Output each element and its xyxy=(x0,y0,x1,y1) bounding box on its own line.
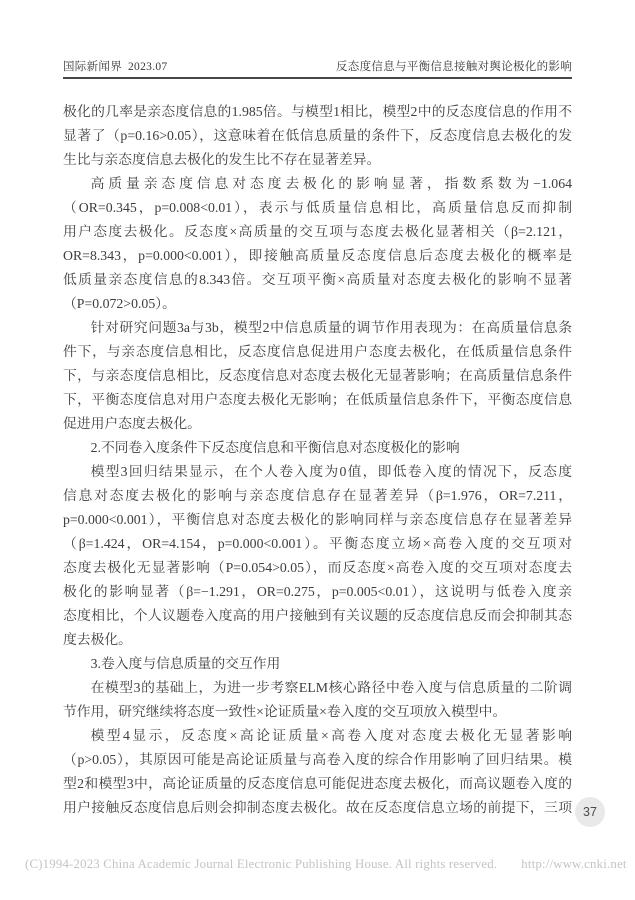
body-line: 高质量亲态度信息对态度去极化的影响显著，指数系数为−1.064 xyxy=(90,176,572,191)
body-line: 模型4显示，反态度×高论证质量×高卷入度对态度去极化无显著影响 xyxy=(90,728,572,743)
body-line: OR=8.343，p=0.000<0.001），即接触高质量反态度信息后态度去极化的概率是 xyxy=(63,248,572,263)
body-line: 态度去极化无显著影响（P=0.054>0.05），而反态度×高卷入度的交互项对态度去 xyxy=(63,560,572,575)
header-rule xyxy=(63,77,572,79)
heading xyxy=(63,652,572,676)
body-line: 在模型3的基础上，为进一步考察ELM核心路径中卷入度与信息质量的二阶调 xyxy=(90,680,572,695)
heading xyxy=(63,436,572,460)
body-line: 用户态度去极化。反态度×高质量的交互项与态度去极化显著相关（β=2.121， xyxy=(63,224,572,239)
body-line: （p>0.05），其原因可能是高论证质量与高卷入度的综合作用影响了回归结果。模 xyxy=(63,752,572,767)
article-body xyxy=(63,100,572,820)
body-line: 节作用，研究继续将态度一致性×论证质量×卷入度的交互项放入模型中。 xyxy=(63,704,507,719)
body-line: （OR=0.345，p=0.008<0.01），表示与低质量信息相比，高质量信息反而抑制 xyxy=(63,200,572,215)
body-line: （β=1.424，OR=4.154，p=0.000<0.001）。平衡态度立场×高卷入度的交互项对 xyxy=(63,536,572,551)
body-line: 型2和模型3中，高论证质量的反态度信息可能促进态度去极化，而高议题卷入度的 xyxy=(63,776,572,791)
paragraph xyxy=(63,676,572,724)
page-number-badge xyxy=(575,797,605,827)
body-line: 极化的影响显著（β=−1.291，OR=0.275，p=0.005<0.01），这说明与低卷入度亲 xyxy=(63,584,572,599)
paragraph xyxy=(63,172,572,316)
copyright-watermark xyxy=(25,857,635,872)
body-line: 用户接触反态度信息后则会抑制态度去极化。故在反态度信息立场的前提下，三项 xyxy=(63,800,572,815)
running-title: 反态度信息与平衡信息接触对舆论极化的影响 xyxy=(336,61,572,73)
page-number: 37 xyxy=(583,805,597,819)
body-line: 极化的几率是亲态度信息的1.985倍。与模型1相比，模型2中的反态度信息的作用不 xyxy=(63,104,572,119)
journal-issue xyxy=(63,58,173,74)
paragraph xyxy=(63,460,572,652)
body-line: （P=0.072>0.05）。 xyxy=(63,296,176,311)
page-header xyxy=(63,58,572,74)
body-line: 针对研究问题3a与3b，模型2中信息质量的调节作用表现为：在高质量信息条 xyxy=(90,320,572,335)
body-line: p=0.000<0.001），平衡信息对态度去极化的影响同样与亲态度信息存在显著差异 xyxy=(63,512,572,527)
paragraph xyxy=(63,316,572,436)
body-line: 促进用户态度去极化。 xyxy=(63,416,201,431)
paragraph-continuation xyxy=(63,100,572,172)
paragraph xyxy=(63,724,572,820)
copyright-text: (C)1994-2023 China Academic Journal Electronic Publishing House. All rights reserved. xyxy=(25,857,498,871)
journal-name: 国际新闻界 xyxy=(63,61,122,73)
body-line: 态度相比，个人议题卷入度高的用户接触到有关议题的反态度信息反而会抑制其态 xyxy=(63,608,572,623)
body-line: 模型3回归结果显示，在个人卷入度为0值，即低卷入度的情况下，反态度 xyxy=(90,464,572,479)
body-line: 下，平衡态度信息对用户态度去极化无影响；在低质量信息条件下，平衡态度信息 xyxy=(63,392,572,407)
watermark-url: http://www.cnki.net xyxy=(521,857,627,871)
body-line: 生比与亲态度信息去极化的发生比不存在显著差异。 xyxy=(63,152,381,167)
body-line: 2.不同卷入度条件下反态度信息和平衡信息对态度极化的影响 xyxy=(90,440,460,455)
body-line: 显著了（p=0.16>0.05），这意味着在低信息质量的条件下，反态度信息去极化的发 xyxy=(63,128,572,143)
body-line: 度去极化。 xyxy=(63,632,132,647)
body-line: 低质量亲态度信息的8.343倍。交互项平衡×高质量对态度去极化的影响不显著 xyxy=(63,272,572,287)
body-line: 下，与亲态度信息相比，反态度信息对态度去极化无显著影响；在高质量信息条件 xyxy=(63,368,572,383)
issue-number: 2023.07 xyxy=(128,61,168,73)
body-line: 件下，与亲态度信息相比，反态度信息促进用户态度去极化，在低质量信息条件 xyxy=(63,344,572,359)
body-line: 信息对态度去极化的影响与亲态度信息存在显著差异（β=1.976，OR=7.211， xyxy=(63,488,572,503)
body-line: 3.卷入度与信息质量的交互作用 xyxy=(90,656,281,671)
